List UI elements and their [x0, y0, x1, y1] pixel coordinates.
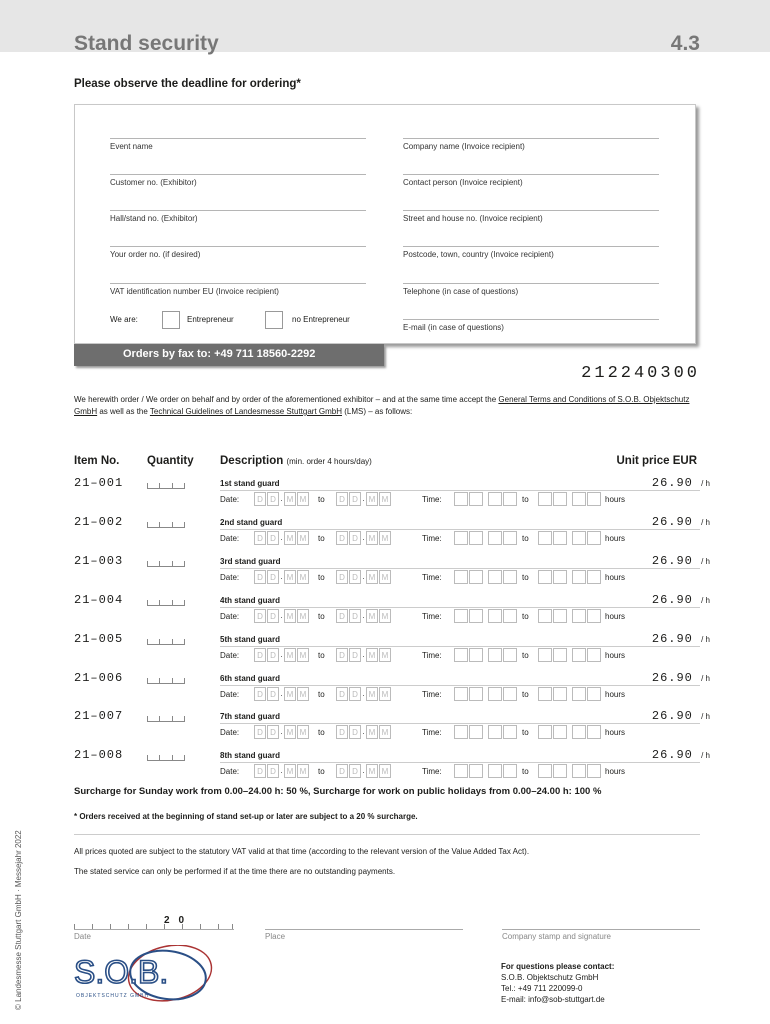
date-label: Date: [74, 932, 91, 941]
form-field-label: Contact person (Invoice recipient): [403, 178, 523, 187]
form-field-label: Street and house no. (Invoice recipient): [403, 214, 543, 223]
contact-email: E-mail: info@sob-stuttgart.de: [501, 995, 605, 1004]
date-label: Date:: [220, 651, 240, 660]
item-number: 21–008: [74, 748, 124, 762]
unit-price: [600, 593, 710, 607]
time-label: Time:: [422, 612, 442, 621]
date-label: Date:: [220, 534, 240, 543]
start-date-input[interactable]: D D . M M: [254, 570, 310, 584]
form-number: 212240300: [581, 364, 700, 383]
start-date-input[interactable]: D D . M M: [254, 725, 310, 739]
end-time-input[interactable]: [538, 531, 602, 545]
form-field-right-0[interactable]: [403, 138, 659, 161]
price-value: 26.90: [651, 515, 693, 529]
quantity-field[interactable]: [147, 636, 185, 645]
time-label: Time:: [422, 728, 442, 737]
price-value: 26.90: [651, 593, 693, 607]
to-label: to: [318, 612, 325, 621]
form-field-label: Event name: [110, 142, 153, 151]
start-date-input[interactable]: D D . M M: [254, 764, 310, 778]
unit-price: [600, 709, 710, 723]
hours-label: hours: [605, 651, 626, 660]
date-label: Date:: [220, 690, 240, 699]
per-hour-unit: / h: [701, 596, 710, 605]
quantity-field[interactable]: [147, 675, 185, 684]
item-number: 21–001: [74, 476, 124, 490]
end-date-input[interactable]: D D . M M: [336, 648, 392, 662]
start-time-input[interactable]: [454, 764, 518, 778]
place-label: Place: [265, 932, 286, 941]
per-hour-unit: / h: [701, 674, 710, 683]
quantity-field[interactable]: [147, 597, 185, 606]
item-number: 21–005: [74, 632, 124, 646]
price-value: 26.90: [651, 554, 693, 568]
place-line: [265, 929, 463, 930]
col-price-header: Unit price EUR: [616, 455, 697, 467]
no-entrepreneur-label: no Entrepreneur: [292, 315, 350, 324]
to-label: to: [522, 728, 529, 737]
sob-logo: [72, 945, 222, 1005]
start-date-input[interactable]: D D . M M: [254, 492, 310, 506]
price-value: 26.90: [651, 671, 693, 685]
desc-header-note: (min. order 4 hours/day): [286, 457, 372, 466]
section-number: 4.3: [670, 32, 700, 55]
we-are-label: We are:: [110, 315, 138, 324]
unit-price: [600, 671, 710, 685]
start-date-input[interactable]: D D . M M: [254, 609, 310, 623]
row-divider: [220, 568, 700, 569]
end-date-input[interactable]: D D . M M: [336, 687, 392, 701]
form-field-label: Telephone (in case of questions): [403, 287, 519, 296]
form-field-right-4[interactable]: [403, 283, 659, 306]
item-number: 21–006: [74, 671, 124, 685]
deadline-notice: Please observe the deadline for ordering*: [74, 78, 301, 90]
start-time-input[interactable]: [454, 687, 518, 701]
col-item-header: Item No.: [74, 455, 120, 467]
to-label: to: [318, 690, 325, 699]
start-time-input[interactable]: [454, 648, 518, 662]
item-description: 4th stand guard: [220, 596, 281, 605]
per-hour-unit: / h: [701, 751, 710, 760]
end-time-input[interactable]: [538, 570, 602, 584]
unit-price: [600, 748, 710, 762]
end-time-input[interactable]: [538, 648, 602, 662]
item-description: 1st stand guard: [220, 479, 280, 488]
item-number: 21–007: [74, 709, 124, 723]
form-field-left-3[interactable]: [110, 246, 366, 269]
start-date-input[interactable]: D D . M M: [254, 687, 310, 701]
unit-price: [600, 515, 710, 529]
unit-price: [600, 554, 710, 568]
quantity-field[interactable]: [147, 519, 185, 528]
end-date-input[interactable]: D D . M M: [336, 531, 392, 545]
desc-header-text: Description: [220, 455, 284, 467]
to-label: to: [522, 767, 529, 776]
per-hour-unit: / h: [701, 479, 710, 488]
row-divider: [220, 607, 700, 608]
start-time-input[interactable]: [454, 570, 518, 584]
to-label: to: [318, 767, 325, 776]
guidelines-link[interactable]: Technical Guidelines of Landesmesse Stuttgart GmbH: [149, 407, 343, 416]
page-title: Stand security: [74, 32, 219, 55]
hours-label: hours: [605, 573, 626, 582]
quantity-field[interactable]: [147, 480, 185, 489]
end-date-input[interactable]: D D . M M: [336, 570, 392, 584]
start-time-input[interactable]: [454, 725, 518, 739]
row-divider: [220, 685, 700, 686]
stamp-label: Company stamp and signature: [502, 932, 611, 941]
form-field-left-0[interactable]: [110, 138, 366, 161]
form-field-left-4[interactable]: [110, 283, 366, 306]
to-label: to: [318, 534, 325, 543]
end-date-input[interactable]: D D . M M: [336, 764, 392, 778]
divider: [74, 834, 700, 835]
start-date-input[interactable]: D D . M M: [254, 648, 310, 662]
form-field-right-5[interactable]: [403, 319, 659, 342]
per-hour-unit: / h: [701, 557, 710, 566]
form-field-label: Hall/stand no. (Exhibitor): [110, 214, 198, 223]
item-description: 2nd stand guard: [220, 518, 283, 527]
to-label: to: [522, 573, 529, 582]
date-label: Date:: [220, 728, 240, 737]
row-divider: [220, 529, 700, 530]
hours-label: hours: [605, 767, 626, 776]
end-time-input[interactable]: [538, 764, 602, 778]
start-date-input[interactable]: D D . M M: [254, 531, 310, 545]
date-label: Date:: [220, 767, 240, 776]
to-label: to: [318, 651, 325, 660]
quantity-field[interactable]: [147, 752, 185, 761]
form-field-right-2[interactable]: [403, 210, 659, 233]
form-field-label: Company name (Invoice recipient): [403, 142, 525, 151]
price-value: 26.90: [651, 476, 693, 490]
vat-text: All prices quoted are subject to the statutory VAT valid at that time (according to the relevant version of the Value Added Tax Act).: [74, 847, 530, 856]
quantity-field[interactable]: [147, 713, 185, 722]
form-field-label: Customer no. (Exhibitor): [110, 178, 197, 187]
copyright-vertical: © Landesmesse Stuttgart GmbH · Messejahr 2022: [14, 830, 23, 1010]
to-label: to: [318, 728, 325, 737]
late-order-note: * Orders received at the beginning of stand set-up or later are subject to a 20 % surcharge.: [74, 812, 418, 821]
no-entrepreneur-checkbox[interactable]: [265, 311, 283, 329]
end-time-input[interactable]: [538, 725, 602, 739]
to-label: to: [522, 651, 529, 660]
form-field-label: E-mail (in case of questions): [403, 323, 504, 332]
form-field-label: Postcode, town, country (Invoice recipient): [403, 250, 554, 259]
start-time-input[interactable]: [454, 609, 518, 623]
per-hour-unit: / h: [701, 635, 710, 644]
time-label: Time:: [422, 573, 442, 582]
end-time-input[interactable]: [538, 687, 602, 701]
year-prefix: 20: [164, 915, 194, 926]
time-label: Time:: [422, 767, 442, 776]
time-label: Time:: [422, 690, 442, 699]
row-divider: [220, 762, 700, 763]
intro-text-1: We herewith order / We order on behalf and by order of the aforementioned exhibitor – and at the same time accept the: [74, 395, 499, 404]
date-label: Date:: [220, 612, 240, 621]
form-field-right-1[interactable]: [403, 174, 659, 197]
contact-block: [501, 961, 614, 1005]
hours-label: hours: [605, 612, 626, 621]
item-description: 3rd stand guard: [220, 557, 281, 566]
item-description: 7th stand guard: [220, 712, 281, 721]
end-date-input[interactable]: D D . M M: [336, 492, 392, 506]
time-label: Time:: [422, 495, 442, 504]
per-hour-unit: / h: [701, 712, 710, 721]
time-label: Time:: [422, 651, 442, 660]
contact-company: S.O.B. Objektschutz GmbH: [501, 973, 599, 982]
unit-price: [600, 632, 710, 646]
form-field-right-3[interactable]: [403, 246, 659, 269]
start-time-input[interactable]: [454, 531, 518, 545]
logo-subtext: OBJEKTSCHUTZ GMBH: [76, 993, 150, 999]
col-qty-header: Quantity: [147, 455, 194, 467]
item-description: 6th stand guard: [220, 674, 281, 683]
price-value: 26.90: [651, 748, 693, 762]
per-hour-unit: / h: [701, 518, 710, 527]
surcharge-text: Surcharge for Sunday work from 0.00–24.00 h: 50 %, Surcharge for work on public holidays from 0.00–24.00 h: 100 %: [74, 786, 602, 797]
end-date-input[interactable]: D D . M M: [336, 725, 392, 739]
entrepreneur-checkbox[interactable]: [162, 311, 180, 329]
to-label: to: [318, 573, 325, 582]
date-label: Date:: [220, 495, 240, 504]
to-label: to: [318, 495, 325, 504]
hours-label: hours: [605, 495, 626, 504]
end-time-input[interactable]: [538, 492, 602, 506]
service-text: The stated service can only be performed if at the time there are no outstanding payments.: [74, 867, 396, 876]
item-number: 21–004: [74, 593, 124, 607]
intro-text-3: (LMS) – as follows:: [342, 407, 413, 416]
logo-text: S.O.B.: [74, 954, 169, 990]
start-time-input[interactable]: [454, 492, 518, 506]
end-date-input[interactable]: D D . M M: [336, 609, 392, 623]
hours-label: hours: [605, 728, 626, 737]
col-desc-header: [220, 455, 372, 467]
end-time-input[interactable]: [538, 609, 602, 623]
row-divider: [220, 646, 700, 647]
price-value: 26.90: [651, 632, 693, 646]
contact-heading: For questions please contact:: [501, 962, 615, 971]
item-description: 8th stand guard: [220, 751, 281, 760]
hours-label: hours: [605, 690, 626, 699]
intro-text-2: as well as the: [97, 407, 150, 416]
item-number: 21–002: [74, 515, 124, 529]
row-divider: [220, 490, 700, 491]
stamp-line: [502, 929, 700, 930]
order-intro: [74, 394, 704, 418]
contact-phone: Tel.: +49 711 220099-0: [501, 984, 583, 993]
signature-date-field[interactable]: [74, 915, 234, 929]
terms-link[interactable]: General Terms and Conditions of S.O.B. Objektschutz GmbH: [74, 395, 690, 416]
entrepreneur-label: Entrepreneur: [187, 315, 234, 324]
hours-label: hours: [605, 534, 626, 543]
to-label: to: [522, 495, 529, 504]
to-label: to: [522, 612, 529, 621]
time-label: Time:: [422, 534, 442, 543]
form-field-label: Your order no. (if desired): [110, 250, 201, 259]
item-number: 21–003: [74, 554, 124, 568]
form-field-left-1[interactable]: [110, 174, 366, 197]
quantity-field[interactable]: [147, 558, 185, 567]
fax-number: Orders by fax to: +49 711 18560-2292: [123, 348, 316, 360]
to-label: to: [522, 534, 529, 543]
date-label: Date:: [220, 573, 240, 582]
form-field-label: VAT identification number EU (Invoice recipient): [110, 287, 279, 296]
unit-price: [600, 476, 710, 490]
to-label: to: [522, 690, 529, 699]
item-description: 5th stand guard: [220, 635, 281, 644]
price-value: 26.90: [651, 709, 693, 723]
row-divider: [220, 723, 700, 724]
form-field-left-2[interactable]: [110, 210, 366, 233]
date-line: [74, 929, 234, 930]
